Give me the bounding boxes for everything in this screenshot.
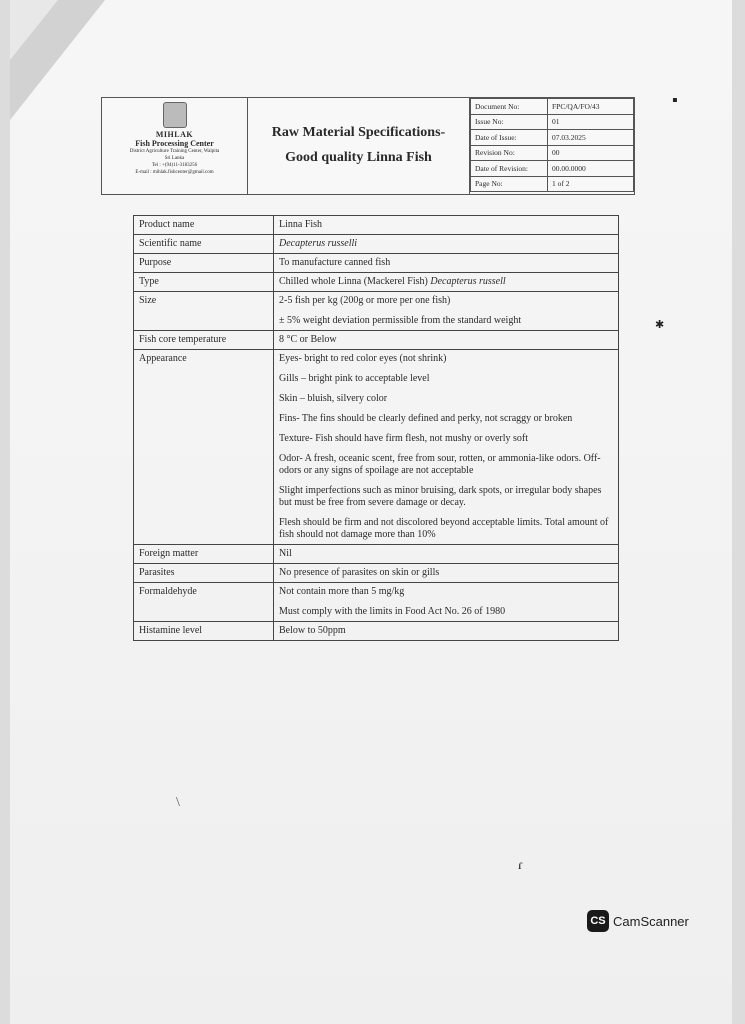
meta-row <box>471 161 634 177</box>
meta-row <box>471 130 634 146</box>
page-fold-highlight <box>10 0 58 60</box>
spec-value <box>274 292 619 331</box>
appearance-item: Flesh should be firm and not discolored beyond acceptable limits. Total amount of fish should not damage more than 10% <box>279 517 609 540</box>
camscanner-watermark <box>587 910 689 932</box>
spec-label: Product name <box>134 216 274 235</box>
meta-value: 01 <box>548 114 634 130</box>
formaldehyde-line: Not contain more than 5 mg/kg <box>279 586 405 597</box>
spec-row-type <box>134 273 619 292</box>
spec-value: Decapterus russelli <box>274 235 619 254</box>
spec-value: To manufacture canned fish <box>274 254 619 273</box>
spec-label: Fish core temperature <box>134 331 274 350</box>
meta-key: Document No: <box>471 99 548 115</box>
meta-value: 00 <box>548 145 634 161</box>
title-line-1: Raw Material Specifications- <box>271 125 446 140</box>
organization-name: MIHLAK <box>155 130 194 139</box>
spec-row-histamine <box>134 622 619 641</box>
meta-value: 1 of 2 <box>548 176 634 192</box>
spec-label: Formaldehyde <box>134 583 274 622</box>
spec-value: Linna Fish <box>274 216 619 235</box>
organization-cell <box>102 98 248 194</box>
specification-table <box>133 215 619 641</box>
spec-row-purpose <box>134 254 619 273</box>
appearance-item: Texture- Fish should have firm flesh, not mushy or overly soft <box>279 433 528 444</box>
spec-label: Type <box>134 273 274 292</box>
meta-key: Date of Issue: <box>471 130 548 146</box>
spec-value: No presence of parasites on skin or gills <box>274 564 619 583</box>
title-cell <box>248 98 470 194</box>
scan-speck: \ <box>176 795 180 810</box>
organization-email: E-mail : mihlak.fishcenter@gmail.com <box>135 170 214 175</box>
meta-row <box>471 114 634 130</box>
spec-label: Parasites <box>134 564 274 583</box>
spec-label: Size <box>134 292 274 331</box>
spec-row-core-temperature <box>134 331 619 350</box>
spec-value: 8 °C or Below <box>274 331 619 350</box>
spec-value: Below to 50ppm <box>274 622 619 641</box>
type-description: Chilled whole Linna (Mackerel Fish) <box>279 276 428 287</box>
organization-subtitle: Fish Processing Center <box>135 139 214 148</box>
document-title <box>248 120 469 170</box>
camscanner-logo-icon: CS <box>587 910 609 932</box>
spec-label: Purpose <box>134 254 274 273</box>
appearance-item: Slight imperfections such as minor bruising, dark spots, or irregular body shapes but must be free from severe damage or decay. <box>279 485 602 508</box>
organization-logo-icon <box>163 102 187 128</box>
formaldehyde-line: Must comply with the limits in Food Act No. 26 of 1980 <box>279 606 506 617</box>
scan-speck: ▪ <box>672 92 678 109</box>
spec-row-foreign-matter <box>134 545 619 564</box>
appearance-item: Odor- A fresh, oceanic scent, free from sour, rotten, or ammonia-like odors. Off-odors or any signs of spoilage are not acceptable <box>279 453 601 476</box>
meta-key: Page No: <box>471 176 548 192</box>
size-line: 2-5 fish per kg (200g or more per one fish) <box>279 295 451 306</box>
appearance-item: Fins- The fins should be clearly defined and perky, not scraggy or broken <box>279 413 573 424</box>
spec-row-appearance <box>134 350 619 545</box>
meta-key: Issue No: <box>471 114 548 130</box>
organization-phone: Tel : +(94)11-3183256 <box>151 163 198 168</box>
spec-row-scientific-name <box>134 235 619 254</box>
organization-address: District Agriculture Training Center, Walpita <box>129 149 220 154</box>
scan-speck: ✱ <box>655 319 665 331</box>
size-line: ± 5% weight deviation permissible from the standard weight <box>279 315 522 326</box>
spec-value: Nil <box>274 545 619 564</box>
meta-value: 00.00.0000 <box>548 161 634 177</box>
appearance-item: Gills – bright pink to acceptable level <box>279 373 430 384</box>
appearance-item: Eyes- bright to red color eyes (not shrink) <box>279 353 447 364</box>
spec-value <box>274 350 619 545</box>
spec-label: Scientific name <box>134 235 274 254</box>
spec-value <box>274 583 619 622</box>
camscanner-label: CamScanner <box>613 913 689 929</box>
scan-speck: ɾ <box>518 858 523 873</box>
meta-row <box>471 145 634 161</box>
meta-value: 07.03.2025 <box>548 130 634 146</box>
meta-key: Date of Revision: <box>471 161 548 177</box>
document-meta-cell <box>470 98 634 194</box>
spec-label: Histamine level <box>134 622 274 641</box>
title-line-2: Good quality Linna Fish <box>285 150 432 165</box>
organization-country: Sri Lanka <box>164 156 185 161</box>
meta-row <box>471 99 634 115</box>
spec-value <box>274 273 619 292</box>
spec-row-formaldehyde <box>134 583 619 622</box>
appearance-item: Skin – bluish, silvery color <box>279 393 388 404</box>
document-meta-table <box>470 98 634 192</box>
spec-row-size <box>134 292 619 331</box>
meta-row <box>471 176 634 192</box>
spec-row-parasites <box>134 564 619 583</box>
spec-label: Foreign matter <box>134 545 274 564</box>
type-species: Decapterus russell <box>430 276 506 287</box>
spec-row-product-name <box>134 216 619 235</box>
meta-value: FPC/QA/FO/43 <box>548 99 634 115</box>
document-header <box>101 97 635 195</box>
spec-label: Appearance <box>134 350 274 545</box>
meta-key: Revision No: <box>471 145 548 161</box>
